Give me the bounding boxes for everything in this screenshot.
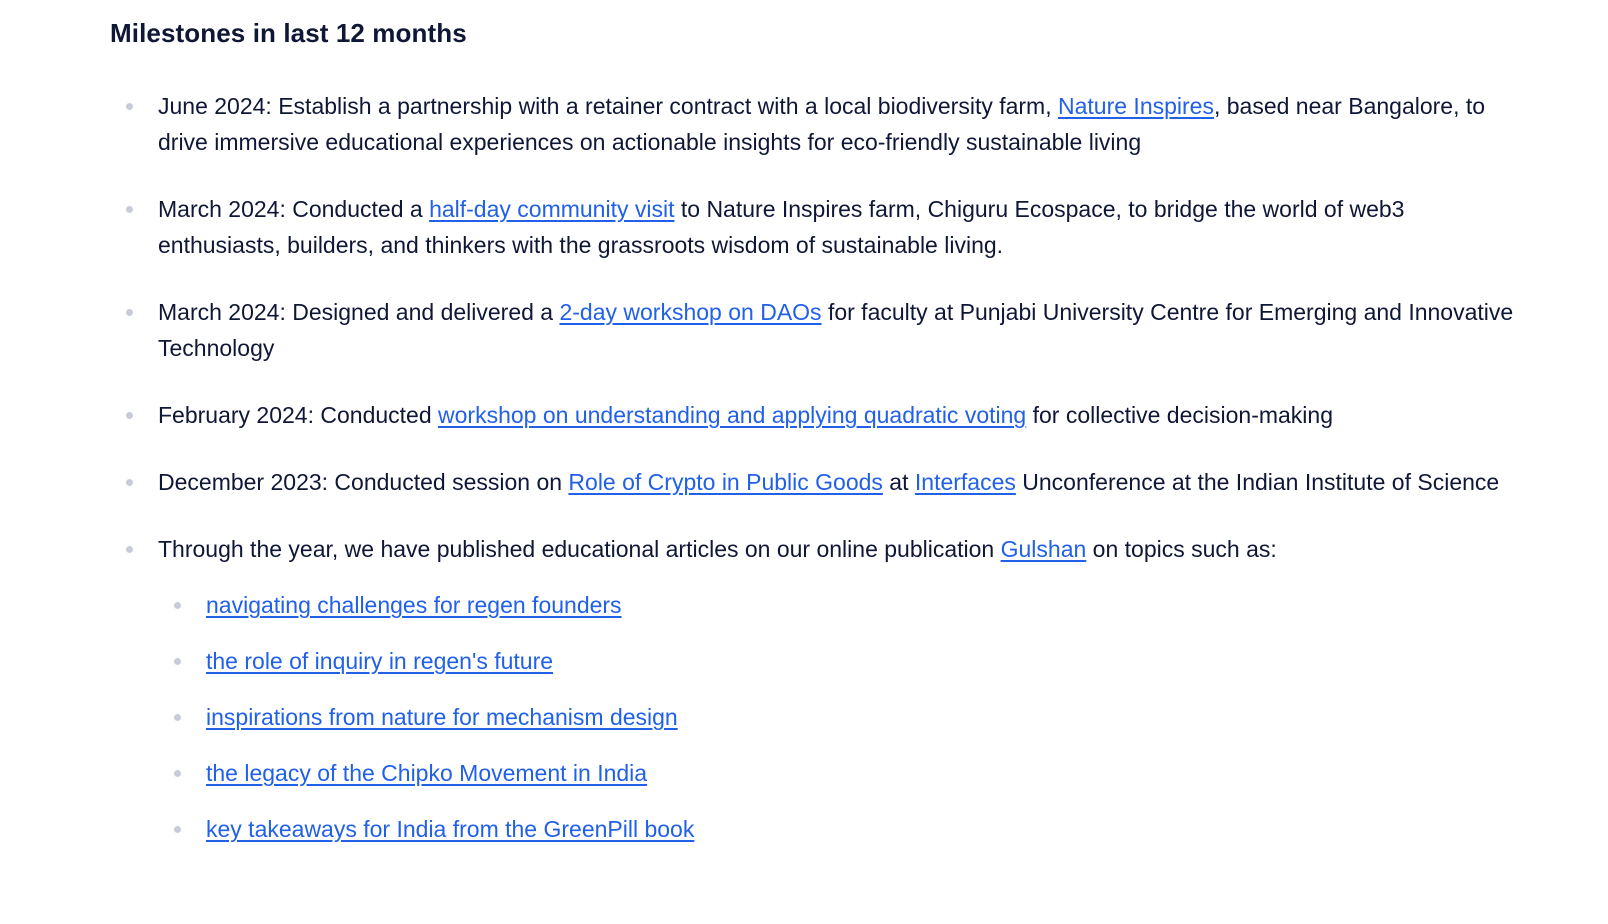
dao-workshop-link[interactable]: 2-day workshop on DAOs [559, 299, 822, 325]
article-link[interactable]: key takeaways for India from the GreenPill book [206, 816, 695, 842]
article-item [158, 755, 1530, 791]
article-item [158, 811, 1530, 847]
community-visit-link[interactable]: half-day community visit [429, 196, 675, 222]
item-text: March 2024: Designed and delivered a [158, 299, 560, 325]
articles-list [158, 587, 1530, 847]
bullet-icon [126, 103, 133, 110]
gulshan-link[interactable]: Gulshan [1000, 536, 1087, 562]
article-link[interactable]: inspirations from nature for mechanism design [206, 704, 678, 730]
bullet-icon [174, 602, 181, 609]
interfaces-link[interactable]: Interfaces [914, 469, 1016, 495]
article-item [158, 587, 1530, 623]
bullet-icon [126, 206, 133, 213]
item-text: for collective decision-making [1026, 402, 1333, 428]
bullet-icon [126, 479, 133, 486]
list-item [110, 531, 1530, 847]
item-text: March 2024: Conducted a [158, 196, 430, 222]
item-text: on topics such as: [1086, 536, 1277, 562]
article-item [158, 699, 1530, 735]
list-item [110, 397, 1530, 433]
list-item [110, 294, 1530, 366]
item-text: to Nature Inspires farm, Chiguru Ecospace, to bridge the world of web3 enthusiasts, builders, and thinkers with the grassroots wisdom of sustainable living. [158, 196, 1405, 258]
bullet-icon [174, 770, 181, 777]
item-text: Unconference at the Indian Institute of Science [1015, 469, 1500, 495]
item-text: for faculty at Punjabi University Centre for Emerging and Innovative Technology [158, 299, 1514, 361]
article-link[interactable]: navigating challenges for regen founders [206, 592, 622, 618]
bullet-icon [174, 658, 181, 665]
quadratic-voting-link[interactable]: workshop on understanding and applying quadratic voting [438, 402, 1027, 428]
bullet-icon [174, 714, 181, 721]
list-item [110, 191, 1530, 263]
article-link[interactable]: the legacy of the Chipko Movement in India [206, 760, 648, 786]
item-text: , based near Bangalore, to drive immersive educational experiences on actionable insights for eco-friendly sustainable living [158, 93, 1486, 155]
bullet-icon [174, 826, 181, 833]
nature-inspires-link[interactable]: Nature Inspires [1058, 93, 1214, 119]
item-text: February 2024: Conducted [158, 402, 439, 428]
list-item [110, 464, 1530, 500]
crypto-public-goods-link[interactable]: Role of Crypto in Public Goods [568, 469, 883, 495]
bullet-icon [126, 309, 133, 316]
article-item [158, 643, 1530, 679]
milestones-list [110, 88, 1530, 847]
list-item [110, 88, 1530, 160]
item-text: June 2024: Establish a partnership with a retainer contract with a local biodiversity farm, [158, 93, 1058, 119]
bullet-icon [126, 546, 133, 553]
item-text: Through the year, we have published educational articles on our online publication [158, 536, 1001, 562]
bullet-icon [126, 412, 133, 419]
article-link[interactable]: the role of inquiry in regen's future [206, 648, 554, 674]
item-text: at [882, 469, 915, 495]
section-heading: Milestones in last 12 months [110, 18, 467, 48]
item-text: December 2023: Conducted session on [158, 469, 569, 495]
